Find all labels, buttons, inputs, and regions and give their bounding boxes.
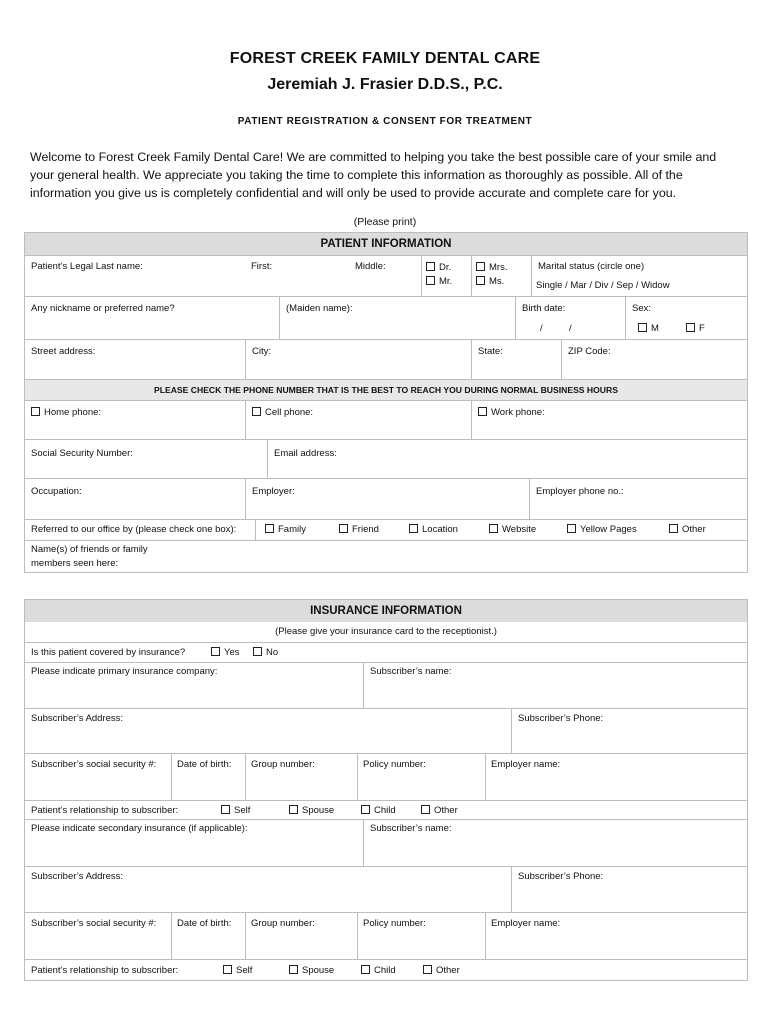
secondary-dob-label: Date of birth:: [177, 918, 232, 929]
secondary-rel-self-label: Self: [236, 965, 253, 976]
home-phone-field[interactable]: [25, 401, 245, 439]
primary-insurance-field[interactable]: [25, 663, 363, 708]
primary-rel-other-label: Other: [434, 805, 458, 816]
secondary-rel-child-checkbox[interactable]: [361, 965, 370, 974]
secondary-employer-field[interactable]: [485, 913, 748, 959]
insurance-note: (Please give your insurance card to the receptionist.): [275, 626, 497, 637]
primary-rel-self-label: Self: [234, 805, 251, 816]
referral-label: Referred to our office by (please check one box):: [31, 524, 237, 535]
secondary-employer-label: Employer name:: [491, 918, 561, 929]
secondary-rel-other-checkbox[interactable]: [423, 965, 432, 974]
secondary-ssn-field[interactable]: [25, 913, 171, 959]
nickname-field[interactable]: [25, 297, 279, 339]
secondary-subscriber-name-label: Subscriber’s name:: [370, 823, 452, 834]
primary-dob-label: Date of birth:: [177, 759, 232, 770]
please-print-note: (Please print): [353, 216, 417, 228]
friends-family-row[interactable]: [25, 540, 747, 572]
cell-phone-field[interactable]: [245, 401, 472, 439]
middle-name-label: Middle:: [355, 261, 386, 272]
insurance-information-heading: INSURANCE INFORMATION: [25, 599, 747, 622]
referral-location-checkbox[interactable]: [409, 524, 418, 533]
primary-policy-label: Policy number:: [363, 759, 426, 770]
zip-code-label: ZIP Code:: [568, 346, 611, 357]
secondary-insurance-label: Please indicate secondary insurance (if applicable):: [31, 823, 248, 834]
secondary-insurance-row: [25, 819, 747, 866]
doctor-name: Jeremiah J. Frasier D.D.S., P.C.: [267, 76, 503, 93]
primary-ssn-field[interactable]: [25, 754, 171, 800]
primary-rel-child-label: Child: [374, 805, 396, 816]
friends-family-label-line2: members seen here:: [31, 558, 119, 569]
home-phone-checkbox[interactable]: [31, 407, 40, 416]
male-label: M: [651, 323, 659, 334]
primary-employer-field[interactable]: [485, 754, 748, 800]
occupation-label: Occupation:: [31, 486, 82, 497]
secondary-insurance-field[interactable]: [25, 820, 363, 866]
primary-subscriber-phone-label: Subscriber’s Phone:: [518, 713, 604, 724]
name-row: [25, 255, 747, 296]
female-label: F: [699, 323, 705, 334]
work-phone-field[interactable]: [471, 401, 748, 439]
state-label: State:: [478, 346, 503, 357]
employer-field[interactable]: [245, 479, 530, 519]
covered-yes-checkbox[interactable]: [211, 647, 220, 656]
nickname-row: [25, 296, 747, 339]
marital-status-label: Marital status (circle one): [538, 261, 645, 272]
secondary-rel-self-checkbox[interactable]: [223, 965, 232, 974]
covered-no-checkbox[interactable]: [253, 647, 262, 656]
covered-label: Is this patient covered by insurance?: [31, 647, 186, 658]
form-title: PATIENT REGISTRATION & CONSENT FOR TREATMENT: [237, 116, 533, 127]
primary-subscriber-name-field[interactable]: [363, 663, 748, 708]
maiden-name-field[interactable]: [279, 297, 516, 339]
primary-policy-field[interactable]: [357, 754, 486, 800]
dr-checkbox[interactable]: [426, 262, 435, 271]
street-address-label: Street address:: [31, 346, 96, 357]
insurance-note-row: [25, 622, 747, 642]
primary-details-row: [25, 753, 747, 800]
title-dr-mr: [421, 256, 472, 296]
secondary-rel-other-label: Other: [436, 965, 460, 976]
first-name-label: First:: [251, 261, 273, 272]
secondary-group-label: Group number:: [251, 918, 315, 929]
referral-yellow-pages-label: Yellow Pages: [580, 524, 637, 535]
birth-date-slashes: / /: [540, 323, 572, 334]
primary-insurance-row: [25, 662, 747, 708]
birth-date-field[interactable]: [515, 297, 626, 339]
middle-name-field[interactable]: [351, 256, 419, 296]
referral-yellow-pages-checkbox[interactable]: [567, 524, 576, 533]
mr-label: Mr.: [439, 276, 453, 287]
secondary-subscriber-phone-field[interactable]: [511, 867, 748, 912]
primary-subscriber-address-field[interactable]: [25, 709, 511, 753]
primary-insurance-label: Please indicate primary insurance company:: [31, 666, 218, 677]
primary-employer-label: Employer name:: [491, 759, 561, 770]
email-label: Email address:: [274, 448, 337, 459]
secondary-group-field[interactable]: [245, 913, 358, 959]
primary-rel-other-checkbox[interactable]: [421, 805, 430, 814]
referral-family-checkbox[interactable]: [265, 524, 274, 533]
ms-checkbox[interactable]: [476, 276, 485, 285]
secondary-relationship-row: [25, 959, 747, 980]
primary-dob-field[interactable]: [171, 754, 246, 800]
nickname-label: Any nickname or preferred name?: [31, 303, 175, 314]
primary-ssn-label: Subscriber’s social security #:: [31, 759, 157, 770]
ms-label: Ms.: [489, 276, 505, 287]
secondary-address-row: [25, 866, 747, 912]
secondary-subscriber-phone-label: Subscriber’s Phone:: [518, 871, 604, 882]
referral-other-checkbox[interactable]: [669, 524, 678, 533]
employer-phone-field[interactable]: [529, 479, 748, 519]
phone-row: [25, 400, 747, 439]
primary-subscriber-phone-field[interactable]: [511, 709, 748, 753]
male-checkbox[interactable]: [638, 323, 647, 332]
mrs-label: Mrs.: [489, 262, 508, 273]
ssn-label: Social Security Number:: [31, 448, 133, 459]
referral-friend-label: Friend: [352, 524, 379, 535]
referral-row: [25, 519, 747, 540]
secondary-subscriber-address-field[interactable]: [25, 867, 511, 912]
patient-information-section: [24, 232, 748, 573]
city-field[interactable]: [245, 340, 472, 379]
primary-rel-child-checkbox[interactable]: [361, 805, 370, 814]
dr-label: Dr.: [439, 262, 452, 273]
secondary-rel-child-label: Child: [374, 965, 396, 976]
occupation-field[interactable]: [25, 479, 245, 519]
insurance-information-section: [24, 599, 748, 981]
primary-rel-spouse-checkbox[interactable]: [289, 805, 298, 814]
referral-family-label: Family: [278, 524, 306, 535]
secondary-details-row: [25, 912, 747, 959]
secondary-policy-label: Policy number:: [363, 918, 426, 929]
first-name-field[interactable]: [245, 256, 355, 296]
mr-checkbox[interactable]: [426, 276, 435, 285]
friends-family-label-line1: Name(s) of friends or family: [31, 544, 148, 555]
practice-name: FOREST CREEK FAMILY DENTAL CARE: [229, 50, 541, 67]
secondary-policy-field[interactable]: [357, 913, 486, 959]
referral-friend-checkbox[interactable]: [339, 524, 348, 533]
primary-rel-spouse-label: Spouse: [302, 805, 335, 816]
sex-field: [625, 297, 748, 339]
secondary-ssn-label: Subscriber’s social security #:: [31, 918, 157, 929]
work-phone-checkbox[interactable]: [478, 407, 487, 416]
title-mrs-ms: [471, 256, 532, 296]
ssn-email-row: [25, 439, 747, 478]
patient-information-heading: PATIENT INFORMATION: [25, 232, 747, 255]
primary-address-row: [25, 708, 747, 753]
employer-label: Employer:: [252, 486, 295, 497]
phone-instruction-heading: PLEASE CHECK THE PHONE NUMBER THAT IS THE BEST TO REACH YOU DURING NORMAL BUSINESS HOURS: [154, 385, 618, 395]
primary-subscriber-address-label: Subscriber’s Address:: [31, 713, 124, 724]
primary-group-label: Group number:: [251, 759, 315, 770]
secondary-subscriber-address-label: Subscriber’s Address:: [31, 871, 124, 882]
primary-group-field[interactable]: [245, 754, 358, 800]
covered-row: [25, 642, 747, 662]
primary-rel-self-checkbox[interactable]: [221, 805, 230, 814]
state-field[interactable]: [471, 340, 562, 379]
marital-status-field[interactable]: [531, 256, 748, 296]
home-phone-label: Home phone:: [44, 407, 102, 418]
city-label: City:: [252, 346, 271, 357]
covered-yes-label: Yes: [224, 647, 240, 658]
employer-phone-label: Employer phone no.:: [536, 486, 624, 497]
work-phone-label: Work phone:: [491, 407, 545, 418]
birth-date-label: Birth date:: [522, 303, 566, 314]
primary-relationship-row: [25, 800, 747, 819]
secondary-rel-spouse-label: Spouse: [302, 965, 335, 976]
referral-website-checkbox[interactable]: [489, 524, 498, 533]
ssn-field[interactable]: [25, 440, 267, 478]
referral-other-label: Other: [682, 524, 706, 535]
secondary-subscriber-name-field[interactable]: [363, 820, 748, 866]
sex-label: Sex:: [632, 303, 652, 314]
referral-location-label: Location: [422, 524, 458, 535]
mrs-checkbox[interactable]: [476, 262, 485, 271]
occupation-row: [25, 478, 747, 519]
phone-instruction-row: [25, 379, 747, 400]
cell-phone-label: Cell phone:: [265, 407, 314, 418]
secondary-dob-field[interactable]: [171, 913, 246, 959]
secondary-relationship-label: Patient’s relationship to subscriber:: [31, 965, 179, 976]
welcome-paragraph: Welcome to Forest Creek Family Dental Care! We are committed to helping you take the best possible care of your smile and your general health. We appreciate you taking the time to complete this information as thoroughly as possible. All of the information you give us is completely confidential and will only be used to provide accurate and complete care for you.: [30, 150, 717, 200]
address-row: [25, 339, 747, 379]
cell-phone-checkbox[interactable]: [252, 407, 261, 416]
covered-no-label: No: [266, 647, 279, 658]
female-checkbox[interactable]: [686, 323, 695, 332]
zip-code-field[interactable]: [561, 340, 748, 379]
maiden-name-label: (Maiden name):: [286, 303, 353, 314]
referral-website-label: Website: [502, 524, 537, 535]
last-name-field[interactable]: [25, 256, 245, 296]
email-field[interactable]: [267, 440, 748, 478]
primary-relationship-label: Patient’s relationship to subscriber:: [31, 805, 179, 816]
street-address-field[interactable]: [25, 340, 245, 379]
marital-options: Single / Mar / Div / Sep / Widow: [536, 280, 670, 291]
primary-subscriber-name-label: Subscriber’s name:: [370, 666, 452, 677]
last-name-label: Patient’s Legal Last name:: [31, 261, 143, 272]
secondary-rel-spouse-checkbox[interactable]: [289, 965, 298, 974]
